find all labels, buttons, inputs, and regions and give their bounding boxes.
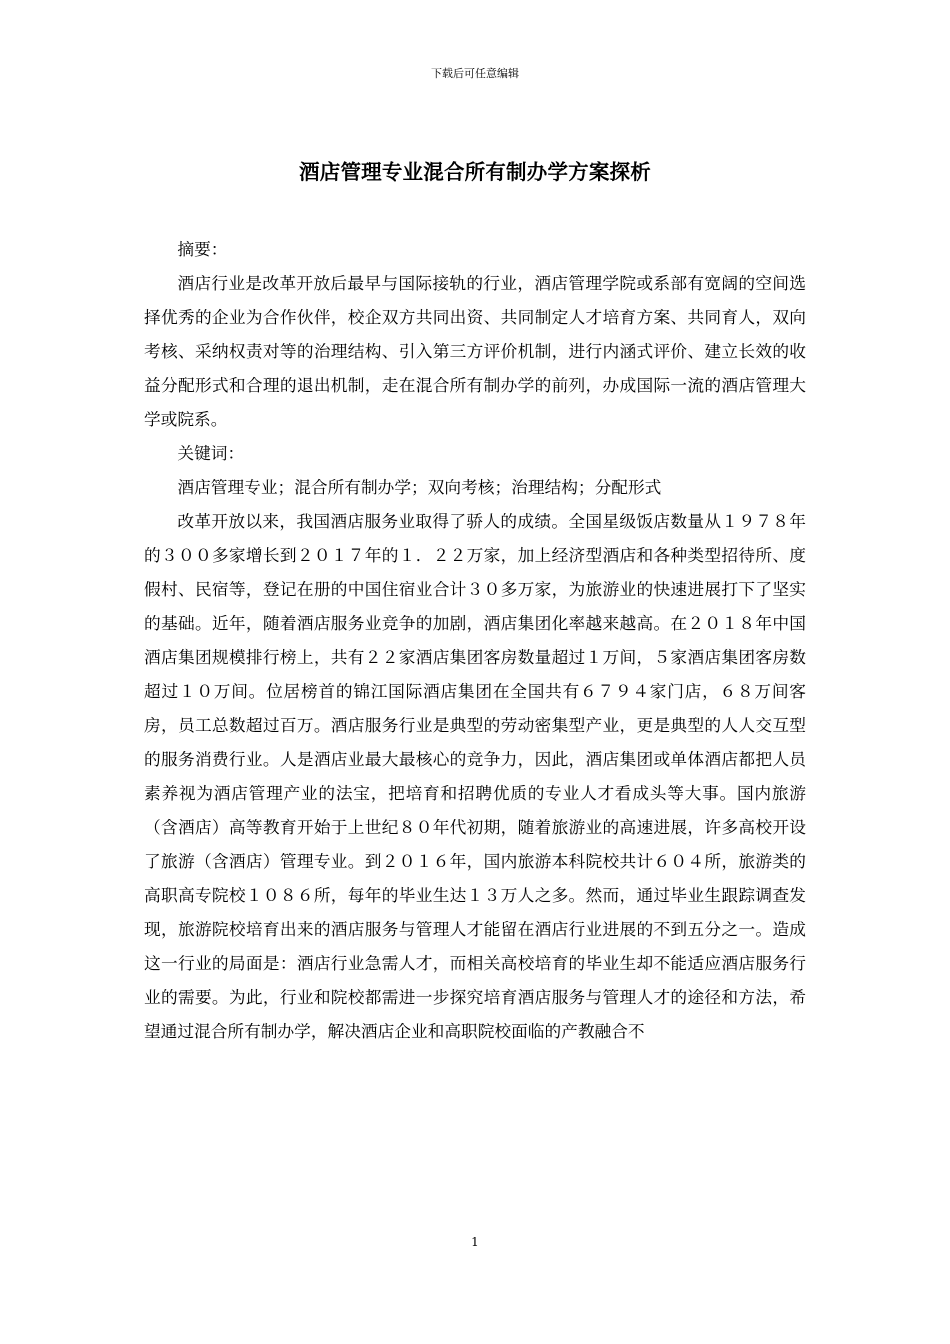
page-number: 1 xyxy=(471,1235,479,1249)
keywords-text: 酒店管理专业；混合所有制办学；双向考核；治理结构；分配形式 xyxy=(177,477,662,497)
keywords-label: 关键词： xyxy=(177,443,245,463)
abstract-label: 摘要： xyxy=(177,239,228,259)
body-paragraph: 改革开放以来，我国酒店服务业取得了骄人的成绩。全国星级饭店数量从１９７８年的３００多家增长到２０１７年的１．２２万家，加上经济型酒店和各种类型招待所、度假村、民宿等，登记在册的中国住宿业合计３０多万家，为旅游业的快速进展打下了坚实的基础。近年，随着酒店服务业竞争的加剧，酒店集团化率越来越高。在２０１８年中国酒店集团规模排行榜上，共有２２家酒店集团客房数量超过１万间，５家酒店集团客房数超过１０万间。位居榜首的锦江国际酒店集团在全国共有６７９４家门店，６８万间客房，员工总数超过百万。酒店服务行业是典型的劳动密集型产业，更是典型的人人交互型的服务消费行业。人是酒店业最大最核心的竞争力，因此，酒店集团或单体酒店都把人员素养视为酒店管理产业的法宝，把培育和招聘优质的专业人才看成头等大事。国内旅游（含酒店）高等教育开始于上世纪８０年代初期，随着旅游业的高速进展，许多高校开设了旅游（含酒店）管理专业。到２０１６年，国内旅游本科院校共计６０４所，旅游类的高职高专院校１０８６所，每年的毕业生达１３万人之多。然而，通过毕业生跟踪调查发现，旅游院校培育出来的酒店服务与管理人才能留在酒店行业进展的不到五分之一。造成这一行业的局面是：酒店行业急需人才，而相关高校培育的毕业生却不能适应酒店服务行业的需要。为此，行业和院校都需进一步探究培育酒店服务与管理人才的途径和方法，希望通过混合所有制办学，解决酒店企业和高职院校面临的产教融合不 xyxy=(144,511,806,1041)
abstract-text: 酒店行业是改革开放后最早与国际接轨的行业，酒店管理学院或系部有宽阔的空间选择优秀的企业为合作伙伴，校企双方共同出资、共同制定人才培育方案、共同育人，双向考核、采纳权责对等的治理结构、引入第三方评价机制，进行内涵式评价、建立长效的收益分配形式和合理的退出机制，走在混合所有制办学的前列，办成国际一流的酒店管理大学或院系。 xyxy=(144,273,806,429)
document-title: 酒店管理专业混合所有制办学方案探析 xyxy=(299,160,651,184)
document-body xyxy=(144,232,806,1048)
header-note: 下载后可任意编辑 xyxy=(431,67,519,80)
